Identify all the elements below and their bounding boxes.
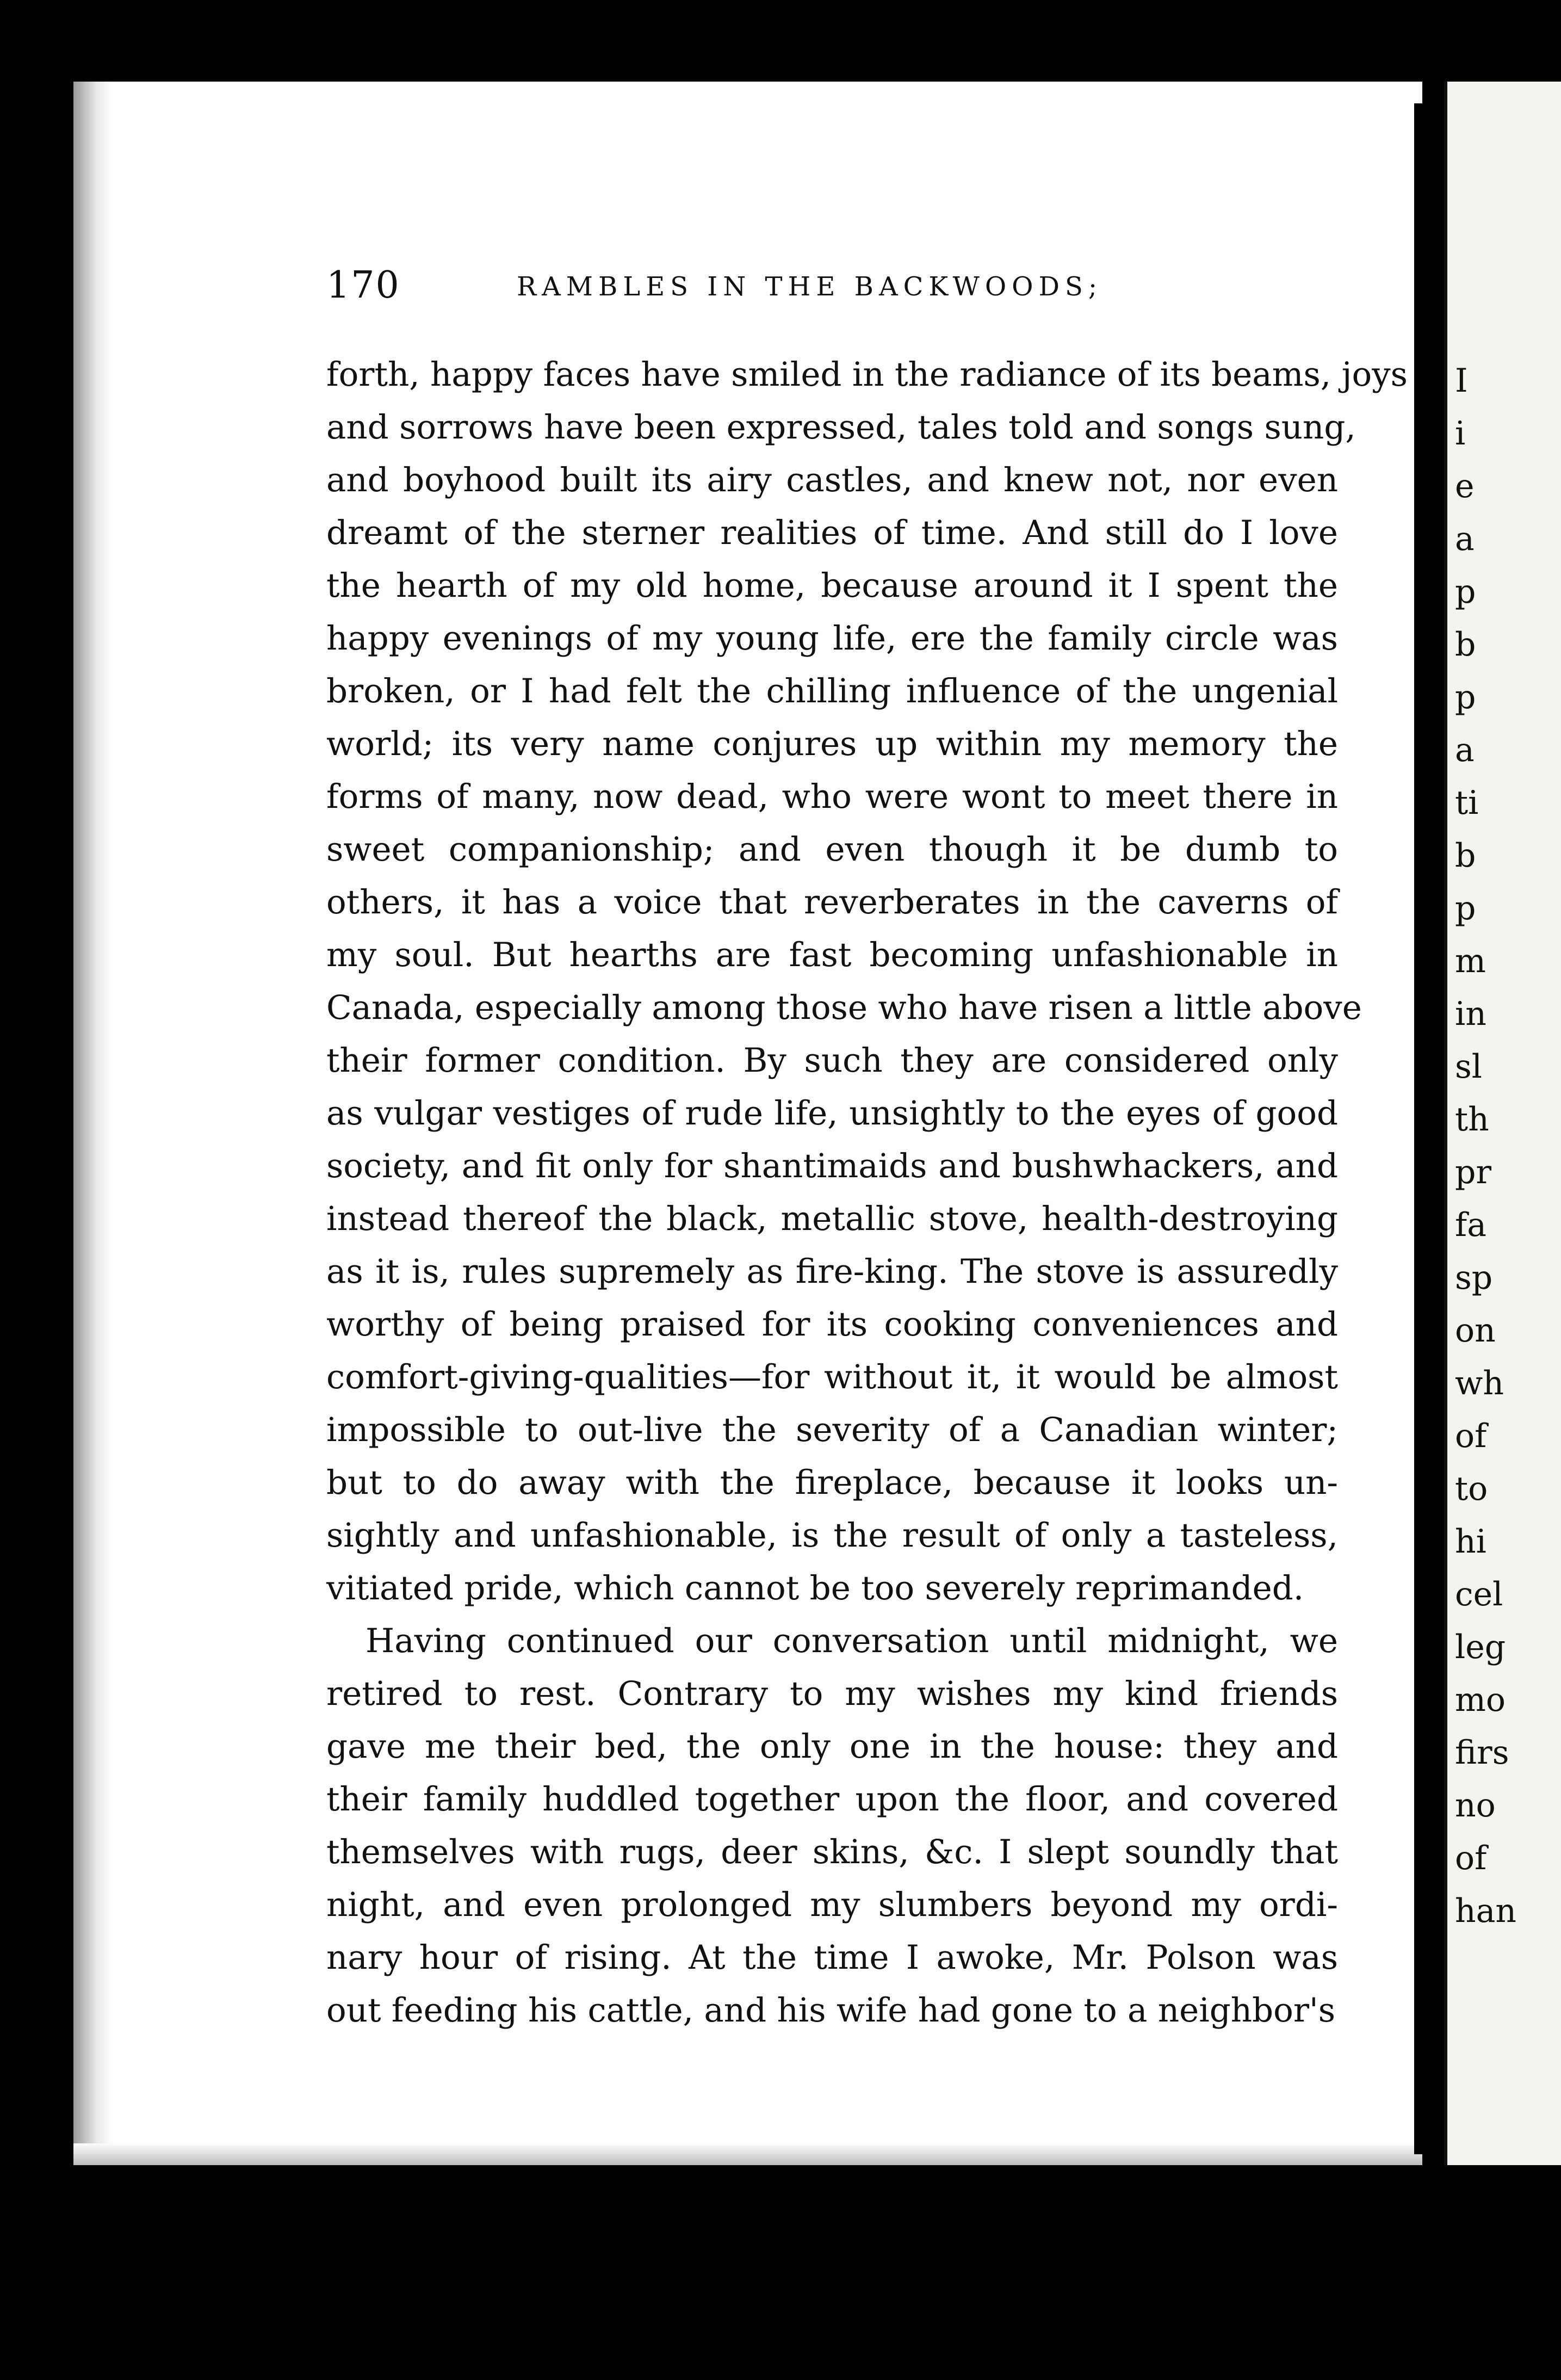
adjacent-page-fragment: han	[1455, 1892, 1517, 1930]
text-line: retired to rest. Contrary to my wishes my kind friends	[326, 1674, 1338, 1713]
adjacent-page-fragment: sp	[1455, 1259, 1493, 1297]
body-text	[326, 348, 1408, 2037]
text-line: others, it has a voice that reverberates in the caverns of	[326, 883, 1338, 922]
adjacent-page-fragment: i	[1455, 415, 1466, 453]
adjacent-page-fragment: cel	[1455, 1575, 1503, 1614]
text-line: world; its very name conjures up within my memory the	[326, 725, 1338, 763]
adjacent-page-strip	[1444, 82, 1561, 2165]
text-line: their former condition. By such they are considered only	[326, 1041, 1338, 1080]
adjacent-page-fragment: m	[1455, 942, 1486, 980]
adjacent-page-fragment: in	[1455, 995, 1486, 1033]
adjacent-page-fragment: ti	[1455, 784, 1479, 822]
adjacent-page-fragment: th	[1455, 1101, 1489, 1139]
adjacent-page-fragment: leg	[1455, 1628, 1506, 1666]
text-line: broken, or I had felt the chilling influence of the ungenial	[326, 672, 1338, 710]
text-line: my soul. But hearths are fast becoming unfashionable in	[326, 936, 1338, 974]
text-line: dreamt of the sterner realities of time. And still do I love	[326, 514, 1338, 552]
adjacent-page-fragment: a	[1455, 731, 1475, 769]
adjacent-page-fragment: of	[1455, 1417, 1487, 1455]
text-line: nary hour of rising. At the time I awoke, Mr. Polson was	[326, 1938, 1338, 1977]
adjacent-page-fragment: wh	[1455, 1364, 1504, 1402]
text-line: out feeding his cattle, and his wife had gone to a neighbor's	[326, 1991, 1336, 2030]
text-line: themselves with rugs, deer skins, &c. I slept soundly that	[326, 1833, 1338, 1871]
text-line: impossible to out-live the severity of a Canadian winter;	[326, 1411, 1338, 1449]
text-line: sweet companionship; and even though it be dumb to	[326, 830, 1338, 869]
text-line: night, and even prolonged my slumbers beyond my ordi-	[326, 1886, 1338, 1924]
adjacent-page-fragment: firs	[1455, 1734, 1509, 1772]
adjacent-page-fragment: on	[1455, 1312, 1496, 1350]
text-line: worthy of being praised for its cooking conveniences and	[326, 1305, 1338, 1344]
adjacent-page-fragment: I	[1455, 362, 1468, 400]
page-number: 170	[326, 264, 400, 307]
adjacent-page-fragment: b	[1455, 626, 1476, 664]
adjacent-page-fragment: no	[1455, 1786, 1496, 1825]
page-header	[326, 264, 1349, 313]
adjacent-page-fragment: b	[1455, 837, 1476, 875]
text-line: their family huddled together upon the floor, and covered	[326, 1780, 1338, 1819]
adjacent-page-fragment: p	[1455, 889, 1476, 928]
adjacent-page-fragment: hi	[1455, 1523, 1486, 1561]
text-line: instead thereof the black, metallic stove, health-destroying	[326, 1200, 1338, 1238]
adjacent-page-fragment: pr	[1455, 1153, 1492, 1191]
text-line: the hearth of my old home, because around it I spent the	[326, 566, 1338, 605]
text-line: forms of many, now dead, who were wont to meet there in	[326, 777, 1338, 816]
text-line: vitiated pride, which cannot be too severely reprimanded.	[326, 1569, 1304, 1608]
text-line: sightly and unfashionable, is the result of only a tasteless,	[326, 1516, 1338, 1555]
text-line: and boyhood built its airy castles, and knew not, nor even	[326, 461, 1338, 499]
text-line: Canada, especially among those who have risen a little above	[326, 988, 1362, 1027]
page-bottom-edge	[73, 2143, 1422, 2165]
adjacent-page-fragment: e	[1455, 467, 1475, 505]
adjacent-page-fragment: sl	[1455, 1048, 1482, 1086]
adjacent-page-fragment: to	[1455, 1470, 1488, 1508]
text-line: as vulgar vestiges of rude life, unsightly to the eyes of good	[326, 1094, 1338, 1133]
page-left-edge-shadow	[73, 82, 112, 2165]
running-head: RAMBLES IN THE BACKWOODS;	[517, 271, 1103, 302]
adjacent-page-fragment: a	[1455, 520, 1475, 558]
text-line: gave me their bed, the only one in the house: they and	[326, 1727, 1338, 1766]
text-line: as it is, rules supremely as fire-king. The stove is assuredly	[326, 1252, 1338, 1291]
adjacent-page-fragment: mo	[1455, 1681, 1506, 1719]
adjacent-page-fragment: p	[1455, 573, 1476, 611]
text-line: Having continued our conversation until midnight, we	[366, 1622, 1338, 1660]
adjacent-page-fragment: of	[1455, 1839, 1487, 1877]
text-line: forth, happy faces have smiled in the radiance of its beams, joys	[326, 355, 1408, 394]
binding-gutter	[1414, 103, 1444, 2154]
adjacent-page-fragment: p	[1455, 678, 1476, 716]
text-line: society, and fit only for shantimaids and bushwhackers, and	[326, 1147, 1338, 1185]
adjacent-page-fragment: fa	[1455, 1206, 1486, 1244]
text-line: and sorrows have been expressed, tales told and songs sung,	[326, 408, 1356, 447]
text-line: happy evenings of my young life, ere the family circle was	[326, 619, 1338, 658]
text-line: comfort-giving-qualities—for without it, it would be almost	[326, 1358, 1338, 1396]
text-line: but to do away with the fireplace, because it looks un-	[326, 1463, 1338, 1502]
